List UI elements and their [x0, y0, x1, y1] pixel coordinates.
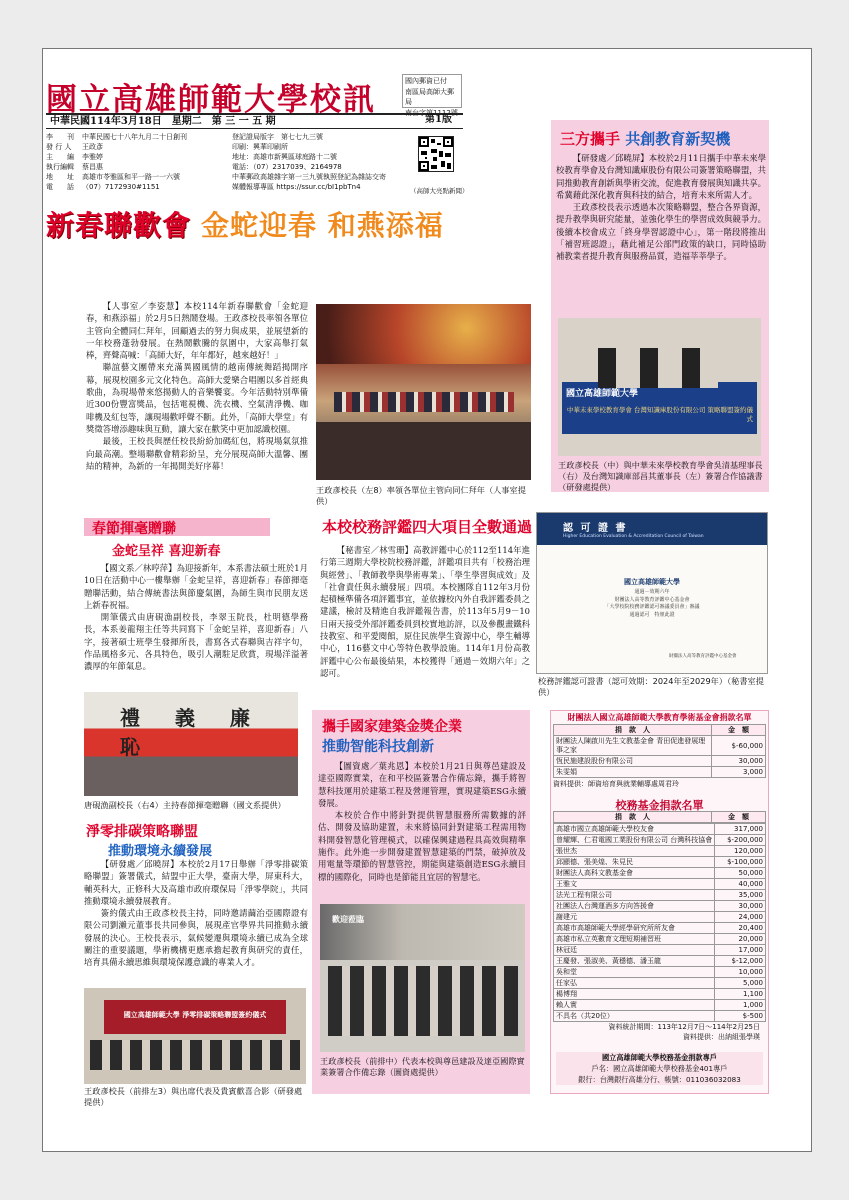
lead-headline	[46, 204, 466, 248]
new-year-party-photo	[316, 304, 531, 480]
arch-paragraph: 【圖資處／葉兆恩】本校於1月21日與尊邑建設及達亞國際實業，在和平校區簽署合作備忘錄，攜手將智慧科技運用於建築工程及營運管理，實現建築ESG永續發展。	[318, 761, 526, 808]
calli-paragraph: 開筆儀式由唐硯漁副校長，李翠玉院長，杜明德學務長，本系姜龍翔主任等共同寫下「金蛇呈祥，喜迎新春」八字，接著碩士班學生發揮所長，書寫各式春聯與吉祥字句，作品風格多元、各具特色，吸引人潮駐足欣賞，現場洋溢著濃厚的年節氣息。	[84, 612, 308, 672]
table-row	[554, 890, 766, 901]
meta-extra: 地址：高雄市新興區球庭路十二號	[232, 153, 337, 161]
donor-name: 謝建元	[554, 912, 715, 923]
meta-key: 李 刊	[46, 133, 74, 141]
table-row	[554, 767, 766, 778]
green-headline: 淨零排碳策略聯盟	[86, 824, 198, 840]
meta-extra: 中華郵政高雄雜字第一三九號執照登記為雜誌交寄	[232, 173, 386, 181]
donor-name: 王慶發、張淑美、黃穩德、潘玉龍	[554, 956, 715, 967]
donor-amount: $-200,000	[715, 835, 766, 846]
prize-table	[316, 422, 531, 480]
partner-paragraph: 王政彥校長表示透過本次策略聯盟，整合各界資源，提升教學與研究能量，並強化學生的學習成效與競爭力。後續本校會成立「終身學習認證中心」，第一階段將推出「補習班認證」，藉此補足公部門政策的缺口，同時協助補教業者提升教育與服務品質，造福莘莘學子。	[556, 202, 766, 262]
table-row	[554, 912, 766, 923]
postal-line: 南台字第1112號	[405, 108, 458, 117]
meta-row	[46, 142, 416, 152]
qr-code[interactable]	[418, 136, 454, 172]
arch-paragraph: 本校於合作中將針對提供智慧服務所需數據的評估、開發及協助建置，未來將協同針對建築工程需用物料開發智慧化管理模式，以確保興建過程具高效與精準施作。此外進一步開發建置智慧建築的門禁，破掉放及用電量等環節的智慧管控，期能與建築創造ESG永續目標的國際化，同時也是節能且宜居的智慧宅。	[318, 810, 526, 882]
donor-amount: 20,400	[715, 923, 766, 934]
cert-line: 通過認可 特頒此證	[629, 611, 675, 618]
table-row	[554, 967, 766, 978]
meta-extra: 登記證局版字 第七七九三號	[232, 133, 323, 141]
eval-body	[320, 544, 530, 679]
donor-name: 張世杰	[554, 846, 715, 857]
donor-amount: 30,000	[715, 901, 766, 912]
arch-people	[328, 966, 518, 1036]
lead-headline-main: 新春聯歡會	[46, 209, 192, 242]
meta-key: 電 話	[46, 183, 74, 191]
postal-line: 南區局高師大郵局	[405, 87, 454, 106]
arch-headline: 攜手國家建築金獎企業	[322, 719, 462, 735]
banner-text: 中華未來學校教育學會 台灣知識庫股份有限公司 策略聯盟簽約儀式	[566, 406, 753, 423]
meta-value: （07）7172930#1151	[82, 183, 160, 191]
donor-name: 恆民施建設股份有限公司	[554, 756, 712, 767]
table-row	[554, 868, 766, 879]
donor-amount: $-500	[715, 1011, 766, 1022]
lead-paragraph: 【人事室／李姿慧】本校114年新春聯歡會「金蛇迎春，和燕添福」於2月5日熱鬧登場。王政彥校長率領各單位主管向全體同仁拜年，回顧過去的努力與成果，並展望新的一年校務蓬勃發展。在熱鬧歡騰的氛圍中，大家高舉打氣棒，齊聲高喊：「高師大好，年年都好，越來越好！」	[86, 301, 308, 361]
arch-photo-caption: 王政彥校長（前排中）代表本校與尊邑建設及達亞國際實業簽署合作備忘錄（圖資處提供）	[320, 1056, 525, 1077]
signing-banner	[562, 382, 757, 434]
lead-photo-caption: 王政彥校長（左8）率領各單位主管向同仁拜年（人事室提供）	[316, 485, 526, 506]
donor-amount: 40,000	[715, 879, 766, 890]
green-group-photo	[84, 988, 306, 1084]
donor-name: 任家弘	[554, 978, 715, 989]
green-body	[84, 858, 308, 969]
donor-amount: 10,000	[715, 967, 766, 978]
account-line: 戶名：國立高雄師範大學校務基金401專戶	[591, 1064, 728, 1073]
table-row	[554, 824, 766, 835]
crowd-figures	[334, 392, 514, 412]
meta-extra: 印刷：興華印刷所	[232, 143, 288, 151]
donor-name: 曾耀輝、仁君電國工業股份有限公司 台灣科技協會	[554, 835, 715, 846]
donation-table	[553, 811, 766, 823]
cert-school: 國立高雄師範大學	[624, 578, 680, 586]
dateline: 中華民國114年3月18日 星期二 第 三 一 五 期	[46, 113, 463, 129]
donor-name: 吳和堂	[554, 967, 715, 978]
table-row	[554, 1011, 766, 1022]
account-line: 國立高雄師範大學校務基金捐款專戶	[601, 1053, 717, 1062]
meta-value: 高雄市苓雅區和平一路一一六號	[82, 173, 180, 181]
note-line: 資料提供：出納組張學瑛	[683, 1033, 760, 1041]
donation-account-box	[556, 1052, 763, 1085]
cert-line: 通過－效期六年	[634, 589, 670, 595]
eval-paragraph: 【秘書室／林雪珊】高教評鑑中心於112至114年進行第三週期大學校院校務評鑑，評鑑項目共有「校務治理與經營」、「教師教學與學術專業」、「學生學習與成效」及「社會責任與永續發展」四項。本校團隊自112年3月份起積極準備各項評鑑事宜，並依據校內外自我評鑑委員之建議，檢討及精進自我評鑑報告書，於113年5月9－10日兩天接受外部評鑑委員到校實地訪評，以及參觀畫鐵科技教室、和平愛閱館，原住民族學生資源中心，學生輔導中心，116藝文中心等特色教學設施。114年1月份高教評鑑中心公布最後結果，本校獲得「通過－效期六年」之認可。	[320, 545, 530, 678]
donor-name: 楊博翔	[554, 989, 715, 1000]
table-row	[554, 835, 766, 846]
arch-subheadline: 推動智能科技創新	[322, 739, 434, 755]
donor-name: 財團法人高科文教基金會	[554, 868, 715, 879]
eval-cert-caption: 校務評鑑認可證書（認可效期：2024年至2029年）（秘書室提供）	[538, 676, 764, 697]
meta-value: 中華民國七十八年九月二十日創刊	[82, 133, 187, 141]
donor-name: 邱顯德、張美煌、朱見民	[554, 857, 715, 868]
meta-key: 主 編	[46, 153, 74, 161]
donor-name: 法光工程有限公司	[554, 890, 715, 901]
calli-paragraph: 【國文系／林哼萍】為迎接新年，本系書法碩士班於1月10日在活動中心一樓舉辦「金蛇呈祥，喜迎新春」春節揮毫贈聯活動，結合傳統書法與節慶氣圍，為師生與市民朋友送上新春祝福。	[84, 563, 308, 610]
green-paragraph: 【研發處／邱曉屏】本校於2月17日舉辦「淨零排碳策略聯盟」簽署儀式，結盟中正大學，臺南大學，屏東科大，輔英科大，正修科大及高雄市政府環保局「淨零學院」，共同推動環境永續發展教育。	[84, 859, 308, 906]
partner-headline	[560, 128, 730, 149]
table-row	[554, 934, 766, 945]
table-header: 捐 款 人	[554, 725, 712, 736]
edition-label: 第1版	[425, 114, 452, 125]
meta-key: 發 行 人	[46, 143, 72, 151]
donor-name: 社團法人台灣運酒多方向答援會	[554, 901, 715, 912]
masthead-meta	[46, 132, 416, 192]
table-header: 捐 款 人	[554, 812, 712, 823]
donor-amount: 17,000	[715, 945, 766, 956]
meta-row	[46, 182, 416, 192]
calli-subheadline: 金蛇呈祥 喜迎新春	[112, 544, 221, 559]
partner-body	[556, 152, 766, 263]
table-row	[554, 736, 766, 756]
donor-name: 財團法人陳啟川先生文教基金會 青田促進發展理事之家	[554, 736, 712, 756]
donor-amount: 30,000	[712, 756, 766, 767]
meta-extra: 媒體報導專區 https://ssur.cc/bI1pbTn4	[232, 183, 361, 191]
donor-amount: $-60,000	[712, 736, 766, 756]
table-row	[554, 945, 766, 956]
arch-welcome-sign: 歡迎蒞臨	[332, 915, 364, 924]
donor-amount: 5,000	[715, 978, 766, 989]
donor-name: 朱雯娟	[554, 767, 712, 778]
cert-line: 「大學校院校務評鑑認可審議委員會」審議	[604, 604, 700, 610]
donation-table-2	[553, 811, 766, 1042]
donation-title-1: 財團法人國立高雄師範大學教育學術基金會捐款名單	[567, 713, 752, 722]
green-photo-caption: 王政彥校長（前排左3）與出席代表及貴賓歡喜合影（研發處提供）	[84, 1086, 303, 1107]
donor-name: 林冠廷	[554, 945, 715, 956]
note-line: 資料統計期間：113年12月7日～114年2月25日	[608, 1023, 760, 1031]
banner-school: 國立高雄師範大學	[566, 389, 639, 399]
donor-amount: 24,000	[715, 912, 766, 923]
donation-note-2	[553, 1022, 766, 1042]
table-row	[554, 756, 766, 767]
green-people	[90, 1040, 300, 1070]
partner-paragraph: 【研發處／邱曉屏】本校於2月11日攜手中華未來學校教育學會及台灣知識庫股份有限公司簽署策略聯盟，共同推動教育創新與學術交流，促進教育發展與知識共享。希冀藉此深化教育與科技的結合，培育未來所需人才。	[556, 153, 766, 200]
meta-extra: 電話：（07）2317039、2164978	[232, 163, 342, 171]
donor-name: 高雄市私立英數育文理短期補習班	[554, 934, 715, 945]
postal-line: 國內郵資已付	[405, 77, 447, 85]
table-row	[554, 989, 766, 1000]
calligraphy-event-photo	[84, 692, 298, 796]
meta-row	[46, 162, 416, 172]
table-row	[554, 857, 766, 868]
cert-seal-text: 財團法人高等教育評鑑中心基金會	[669, 654, 737, 659]
lead-paragraph: 聯誼藝文團帶來充滿異國風情的越南傳統舞蹈揭開序幕，展現校園多元文化特色。高師大愛樂合唱團以多首經典歌曲，為現場帶來悠揚動人的音樂饗宴。今年活動特別準備近300份豐富獎品，包括電視機、洗衣機、空氣清淨機、咖啡機及紅包等，讓現場歡呼聲不斷。此外，「高師大學堂」有獎徵答增添趣味與互動，讓大家在歡笑中更加認識校園。	[86, 362, 308, 434]
postal-box	[402, 74, 462, 117]
green-paragraph: 簽約儀式由王政彥校長主持，同時邀請繭治亞國際證有限公司劉瀨元董事長共同參與，展現產官學界共同推動永續發展的決心。王校長表示，氣候變遷與環境永續已成為全球關注的重要議題，學術機構更應承擔起教育與研究的責任，培育具備永續思維與環境保護意識的專業人才。	[84, 908, 308, 968]
donor-amount: 317,000	[715, 824, 766, 835]
cert-body	[537, 589, 767, 619]
donor-amount: 1,000	[715, 1000, 766, 1011]
donor-amount: 50,000	[715, 868, 766, 879]
donor-name: 不具名（共20位）	[554, 1011, 715, 1022]
stage-backdrop	[316, 304, 531, 364]
meta-key: 執行編輯	[46, 163, 74, 171]
cert-line: 財團法人高等教育評鑑中心基金會	[614, 596, 690, 603]
meta-value: 李雅婷	[82, 153, 103, 161]
qr-code-icon	[419, 137, 453, 171]
qr-caption: （高師大亮點新聞）	[410, 187, 469, 195]
arch-body	[318, 760, 526, 883]
green-banner: 國立高雄師範大學 淨零排碳策略聯盟簽約儀式	[104, 1000, 286, 1034]
arch-backdrop	[320, 904, 525, 960]
table-header-row	[554, 812, 766, 823]
table-row	[554, 978, 766, 989]
masthead-title: 國立高雄師範大學校訊	[46, 82, 376, 118]
donor-name: 高雄市高雄師範大學經學研究所所友會	[554, 923, 715, 934]
calli-headline: 春節揮毫贈聯	[92, 521, 176, 537]
donation-note-1: 資料提供：師資培育與就業輔導處周君玲	[553, 780, 679, 788]
meta-value: 蔡昌惠	[82, 163, 103, 171]
table-row	[554, 956, 766, 967]
calli-photo-caption: 唐硯漁副校長（右4）主持春節揮毫贈聯（國文系提供）	[84, 800, 286, 810]
donor-amount: $-100,000	[715, 857, 766, 868]
meta-row	[46, 172, 416, 182]
hall-sign: 禮 義 廉 恥	[120, 706, 264, 759]
donation-rows	[553, 823, 766, 1022]
meta-row	[46, 132, 416, 142]
account-line: 銀行：台灣銀行高雄分行、帳號：011036032083	[578, 1075, 741, 1084]
table-row	[554, 846, 766, 857]
accreditation-certificate	[536, 512, 768, 674]
donation-table-1	[553, 724, 766, 789]
arch-signing-photo	[320, 904, 525, 1052]
lead-body	[86, 300, 308, 472]
donation-title-2: 校務基金捐款名單	[615, 799, 704, 812]
donor-amount: 35,000	[715, 890, 766, 901]
partner-headline-a: 三方攜手	[560, 130, 621, 148]
lead-headline-sub: 金蛇迎春 和燕添福	[201, 209, 444, 242]
partner-headline-b: 共創教育新契機	[625, 130, 731, 148]
cert-title: 認 可 證 書	[563, 523, 628, 534]
table-header-row	[554, 725, 766, 736]
eval-headline: 本校校務評鑑四大項目全數通過	[322, 518, 533, 536]
signing-people	[598, 348, 718, 388]
donor-amount: $-12,000	[715, 956, 766, 967]
donor-name: 高雄市國立高雄師範大學校友會	[554, 824, 715, 835]
donor-amount: 1,100	[715, 989, 766, 1000]
lead-paragraph: 最後，王校長與歷任校長紛紛加碼紅包，將現場氣氛推向最高潮。整場聯歡會精彩紛呈，充分展現高師大溫馨、團結的精神，為新的一年揭開美好序幕！	[86, 436, 308, 471]
donor-amount: 120,000	[715, 846, 766, 857]
table-row	[554, 901, 766, 912]
green-subheadline: 推動環境永續發展	[108, 844, 213, 859]
donor-name: 王雅文	[554, 879, 715, 890]
table-header: 金 額	[712, 812, 766, 823]
meta-row	[46, 152, 416, 162]
table-header: 金 額	[712, 725, 766, 736]
donor-amount: 20,000	[715, 934, 766, 945]
cert-subtitle: Higher Education Evaluation & Accreditation Council of Taiwan	[563, 534, 704, 539]
donor-amount: 3,000	[712, 767, 766, 778]
meta-value: 王政彥	[82, 143, 103, 151]
table-row	[554, 879, 766, 890]
donation-table	[553, 724, 766, 778]
calli-body	[84, 562, 308, 673]
partner-photo-caption: 王政彥校長（中）與中華未來學校教育學會吳清基理事長（右）及台灣知識庫部昌其董事長（左）簽署合作協議書（研發處提供）	[558, 460, 763, 492]
table-row	[554, 1000, 766, 1011]
table-row	[554, 923, 766, 934]
partner-signing-photo	[558, 318, 761, 456]
meta-key: 地 址	[46, 173, 74, 181]
donor-name: 賴人實	[554, 1000, 715, 1011]
